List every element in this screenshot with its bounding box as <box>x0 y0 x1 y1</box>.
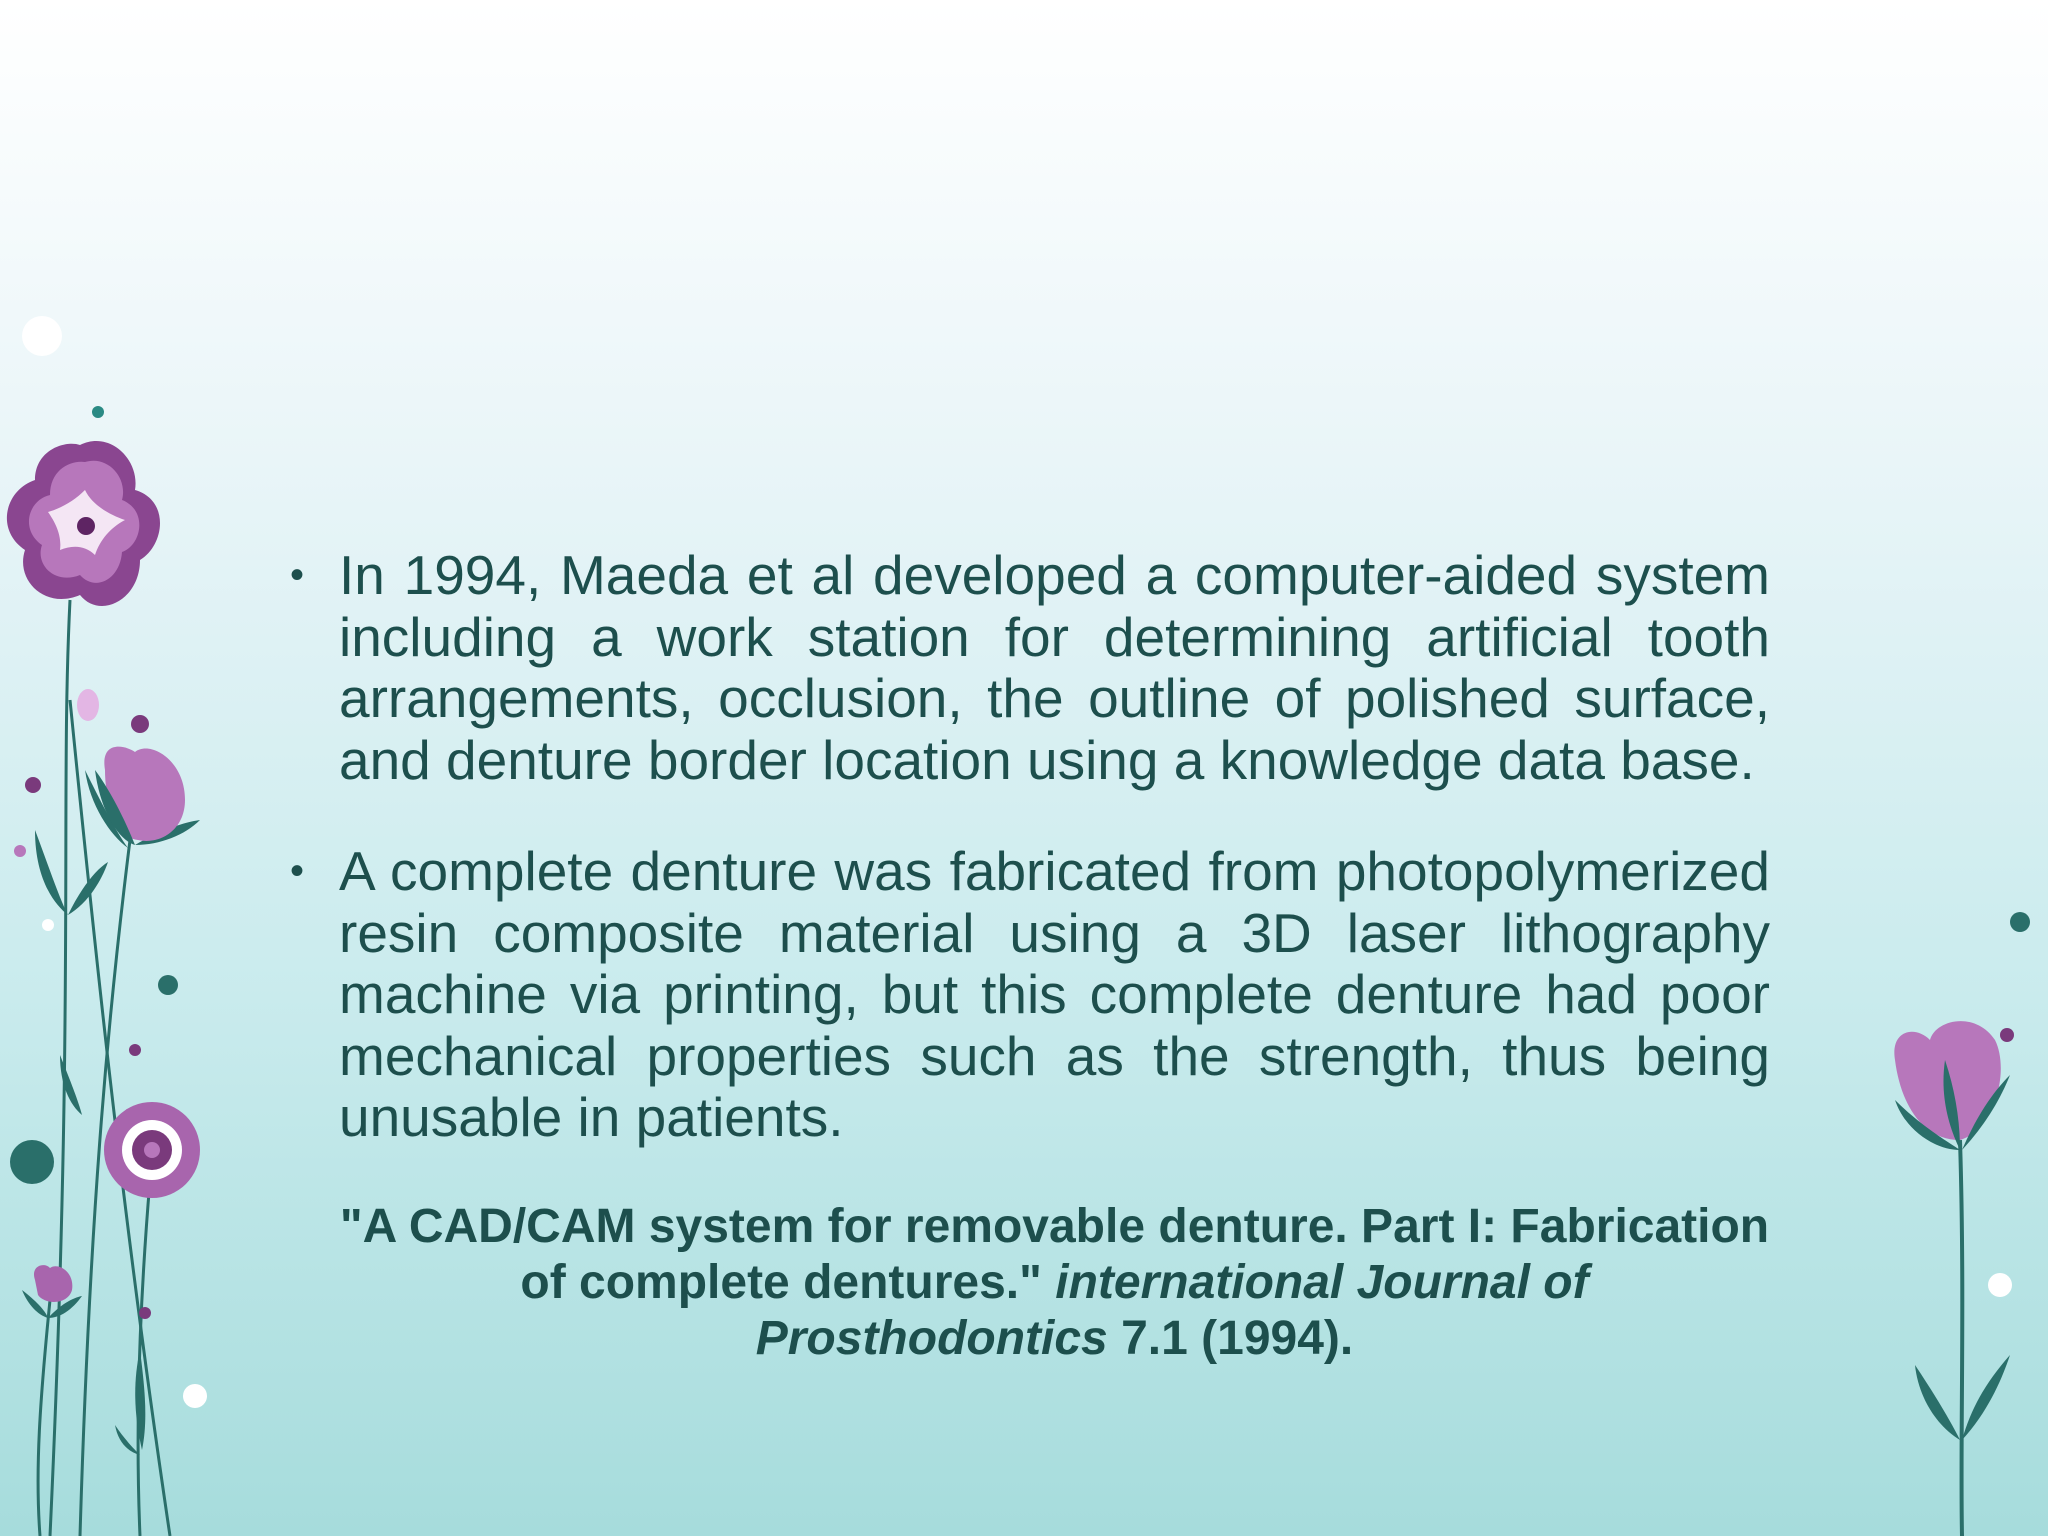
bullet-marker: • <box>290 553 305 597</box>
slide-body <box>280 545 1770 1367</box>
citation <box>280 1199 1770 1367</box>
flower-icon <box>7 441 160 606</box>
flower-icon <box>95 747 185 845</box>
bullet-list <box>280 545 1770 1149</box>
flower-icon <box>34 1265 72 1302</box>
flower-icon <box>104 1102 200 1198</box>
citation-title: "A CAD/CAM system for removable denture. Part I: Fabrication of complete dentures." <box>339 1199 1770 1309</box>
left-stems <box>38 600 170 1536</box>
bullet-marker: • <box>290 849 305 893</box>
bullet-text: A complete denture was fabricated from photopolymerized resin composite material using a 3D laser lithography machine via printing, but this complete denture had poor mechanical properties such as the strength, thus being unusable in patients. <box>339 840 1770 1148</box>
bullet-item <box>280 545 1770 791</box>
citation-issue: 7.1 (1994). <box>1121 1311 1354 1365</box>
bullet-text: In 1994, Maeda et al developed a computer-aided system including a work station for determining artificial tooth arrangements, occlusion, the outline of polished surface, and denture border location using a knowledge data base. <box>339 544 1770 791</box>
citation-journal: international Journal of Prosthodontics <box>755 1255 1589 1365</box>
bullet-item <box>280 841 1770 1149</box>
right-flower <box>1894 912 2030 1536</box>
